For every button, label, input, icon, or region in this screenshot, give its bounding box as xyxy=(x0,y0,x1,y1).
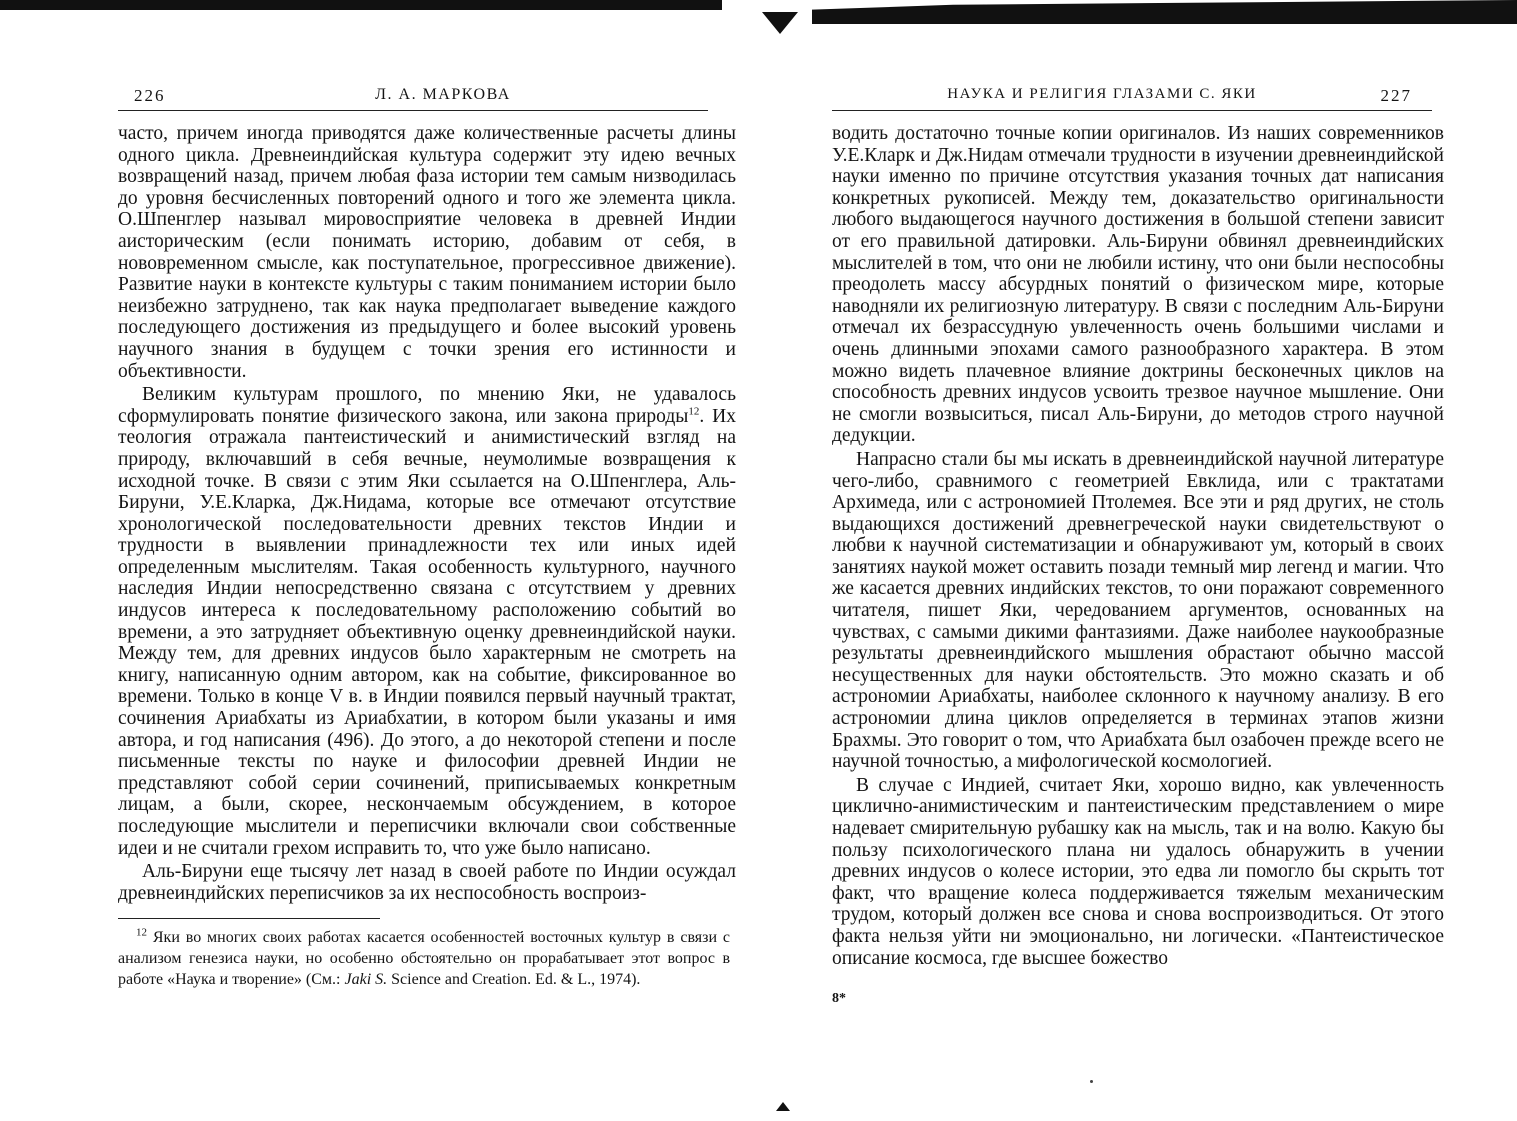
footnote-text-end: Science and Creation. Ed. & L., 1974). xyxy=(391,971,641,989)
footnote-12 xyxy=(118,927,730,990)
page-top-edge-left xyxy=(0,0,722,10)
right-page xyxy=(832,80,1444,1007)
footnote-text-start: Яки во многих своих работах касается особенностей восточных культур в связи с анализом генезиса науки, но особенно обстоятельно он прорабатывает этот вопрос в работе «Наука и творение» (См.: xyxy=(118,929,731,989)
spine-mark-icon xyxy=(762,12,798,34)
right-paragraph-2: Напрасно стали бы мы искать в древнеиндийской научной литературе чего-либо, сравнимого с геометрией Евклида, или с трактатами Архимеда, или с астрономией Птолемея. Все эти и ряд других, не столь выдающихся достижений древнегреческой науки свидетельствуют о любви к научной систематизации и обнаруживают ум, который в своих занятиях наукой может оставить позади темный мир легенд и магии. Что же касается древних индийских текстов, то они поражают современного читателя, пишет Яки, чередованием аргументов, основанных на чувствах, с самыми дикими фантазиями. Даже наиболее наукообразные результаты древнеиндийского мышления обрастают обычно массой несущественных для науки обстоятельств. Это можно сказать и об астрономии Ариабхаты, наиболее склонного к научному анализу. В его астрономии длина циклов определяется в терминах этапов жизни Брахмы. Это говорит о том, что Ариабхата был озабочен прежде всего не научной точностью, а мифологической космологией. xyxy=(832,448,1444,773)
left-paragraph-3: Аль-Бируни еще тысячу лет назад в своей работе по Индии осуждал древнеиндийских переписчиков за их неспособность воспроиз- xyxy=(118,861,736,904)
bottom-spine-mark-icon xyxy=(776,1102,790,1111)
footnote-ref-12[interactable]: 12 xyxy=(688,405,700,418)
left-running-head xyxy=(118,80,708,111)
printer-signature: 8* xyxy=(832,991,846,1007)
right-paragraph-3: В случае с Индией, считает Яки, хорошо видно, как увлеченность циклично-анимистическим и пантеистическим представлением о мире надевает смирительную рубашку как на мысль, так и на волю. Какую бы пользу психологического плана ни удалось обнаружить в учении древних индусов о колесе истории, это едва ли помогло бы скрыть тот факт, что вращение колеса поддерживается тяжелым механическим трудом, который должен все снова и снова воспроизводиться. От этого факта нельзя уйти ни эмоционально, ни логически. «Пантеистическое описание космоса, где высшее божество xyxy=(832,774,1444,969)
left-paragraph-2-rest: . Их теология отражала пантеистический и анимистический взгляд на природу, включавший в себя вечные, неумолимые возвращения к исходной точке. В связи с этим Яки ссылается на О.Шпенглера, Аль-Бируни, У.Е.Кларка, Дж.Нидама, которые все отмечают отсутствие хронологической последовательности древних текстов Индии и трудности в выявлении принадлежности тех или иных идей определенным мыслителям. Такая особенность культурного, научного наследия Индии непосредственно связана с отсутствием у древних индусов интереса к последовательному расположению событий во времени, а это затрудняет объективную оценку древнеиндийской науки. Между тем, для древних индусов было характерным не смотреть на книгу, написанную одним автором, как на событие, фиксированное во времени. Только в конце V в. в Индии появился первый научный трактат, сочинения Ариабхаты из Ариабхатии, в котором были указаны и имя автора, и год написания (496). До этого, а до некоторой степени и после письменные тексты по науке и философии древней Индии не представляют собой серии сочинений, приписываемых конкретным лицам, а были, скорее, нескончаемым обсуждением, в которое последующие мыслители и переписчики включали свои собственные идеи и не считали грехом исправить то, что уже было написано. xyxy=(118,405,736,859)
left-paragraph-2-start: Великим культурам прошлого, по мнению Яки, не удавалось сформулировать понятие физического закона, или закона природы xyxy=(118,384,736,427)
right-running-head xyxy=(832,80,1432,111)
footnote-author: Jaki S. xyxy=(344,971,388,989)
left-paragraph-1: часто, причем иногда приводятся даже количественные расчеты длины одного цикла. Древнеиндийская культура содержит эту идею вечных возвращений назад, причем любая фаза истории тем самым низводилась до уровня бесчисленных повторений одного и того же элемента цикла. О.Шпенглер называл мировосприятие человека в древней Индии аисторическим (если понимать историю, добавим от себя, в нововременном смысле, как поступательное, прогрессивное движение). Развитие науки в контексте культуры с таким пониманием истории было неизбежно затруднено, так как наука предполагает выведение каждого последующего достижения из предыдущего и более высокий уровень научного знания в будущем с точки зрения его истинности и объективности. xyxy=(118,123,736,382)
right-page-number: 227 xyxy=(1380,86,1412,105)
footnote-number: 12 xyxy=(136,927,147,940)
print-speck xyxy=(1090,1080,1093,1083)
left-page-number: 226 xyxy=(134,86,166,105)
page-top-edge-right xyxy=(812,0,1517,24)
footnote-divider xyxy=(118,918,380,919)
right-running-title: НАУКА И РЕЛИГИЯ ГЛАЗАМИ С. ЯКИ xyxy=(947,86,1257,102)
left-running-title: Л. А. МАРКОВА xyxy=(375,86,511,103)
left-paragraph-2 xyxy=(118,384,736,859)
right-body-text xyxy=(832,123,1444,969)
right-paragraph-1: водить достаточно точные копии оригиналов. Из наших современников У.Е.Кларк и Дж.Нидам отмечали трудности в изучении древнеиндийской науки именно по причине отсутствия указания точных дат написания конкретных рукописей. Между тем, доказательство оригинальности любого выдающегося научного достижения в большой степени зависит от его правильной датировки. Аль-Бируни обвинял древнеиндийских мыслителей в том, что они не любили истину, что они были неспособны преодолеть массу абсурдных понятий о физическом мире, которые наводняли их религиозную литературу. В связи с последним Аль-Бируни отмечал их безрассудную увлеченность очень большими числами и очень длинными эпохами самого разнообразного характера. В этом можно видеть плачевное влияние доктрины бесконечных циклов на способность древних индусов усвоить трезвое научное мышление. Они не смогли возвыситься, писал Аль-Бируни, до методов строго научной дедукции. xyxy=(832,123,1444,447)
left-body-text xyxy=(118,123,736,904)
left-page xyxy=(118,80,736,990)
